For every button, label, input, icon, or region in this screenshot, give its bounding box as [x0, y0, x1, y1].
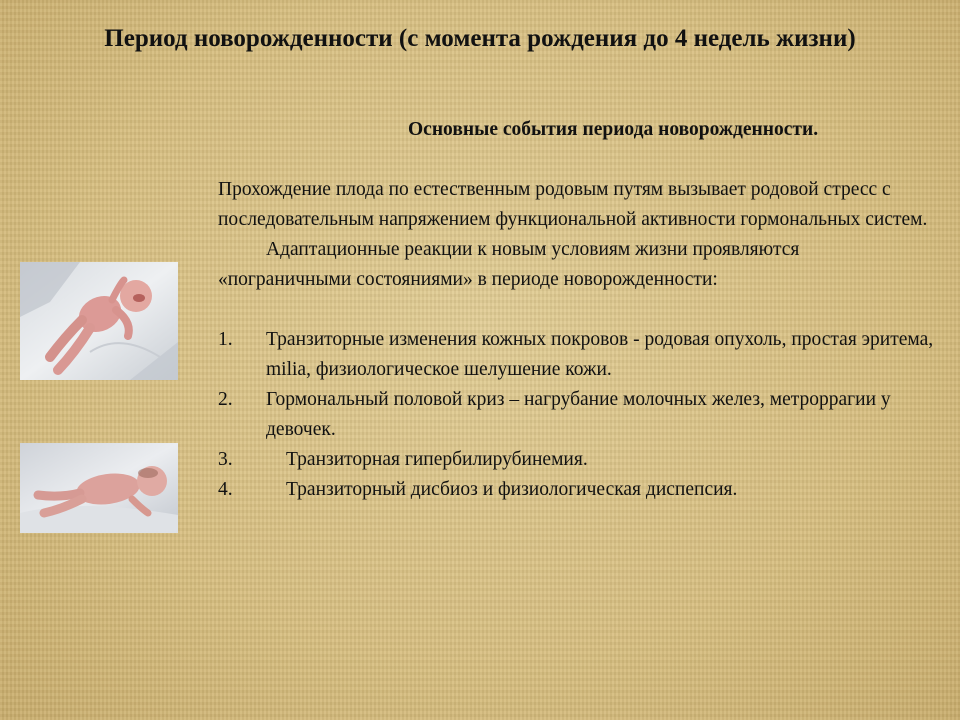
paragraph-borderline-states: «пограничными состояниями» в периоде новорожденности:: [218, 269, 718, 290]
spacer: [218, 295, 938, 325]
newborn-on-stomach-photo: [20, 443, 178, 533]
slide-body: [218, 115, 938, 505]
list-item-number: 1.: [218, 329, 233, 350]
list-item-text: Транзиторные изменения кожных покровов - родовая опухоль, простая эритема, milia, физиологическое шелушение кожи.: [266, 329, 934, 380]
list-item-text: Гормональный половой криз – нагрубание молочных желез, метроррагии у девочек.: [266, 389, 891, 440]
newborn-on-back-photo: [20, 262, 178, 380]
paragraph-adaptation: Адаптационные реакции к новым условиям жизни проявляются: [266, 239, 800, 260]
list-item: [218, 475, 938, 505]
list-item: [218, 325, 938, 385]
list-item-number: 4.: [218, 479, 233, 500]
list-item: [218, 385, 938, 445]
list-item-text: Транзиторная гипербилирубинемия.: [286, 449, 588, 470]
list-item-number: 3.: [218, 449, 233, 470]
paragraph-hormonal-activity: последовательным напряжением функциональной активности гормональных систем.: [218, 209, 928, 230]
list-item: [218, 445, 938, 475]
list-item-text: Транзиторный дисбиоз и физиологическая диспепсия.: [286, 479, 738, 500]
borderline-states-list: [218, 325, 938, 505]
slide-title: Период новорожденности (с момента рождения до 4 недель жизни): [104, 25, 856, 52]
paragraph-birth-stress: Прохождение плода по естественным родовым путям вызывает родовой стресс с: [218, 179, 891, 200]
spacer: [218, 145, 938, 175]
section-subtitle: Основные события периода новорожденности.: [408, 119, 819, 140]
list-item-number: 2.: [218, 389, 233, 410]
